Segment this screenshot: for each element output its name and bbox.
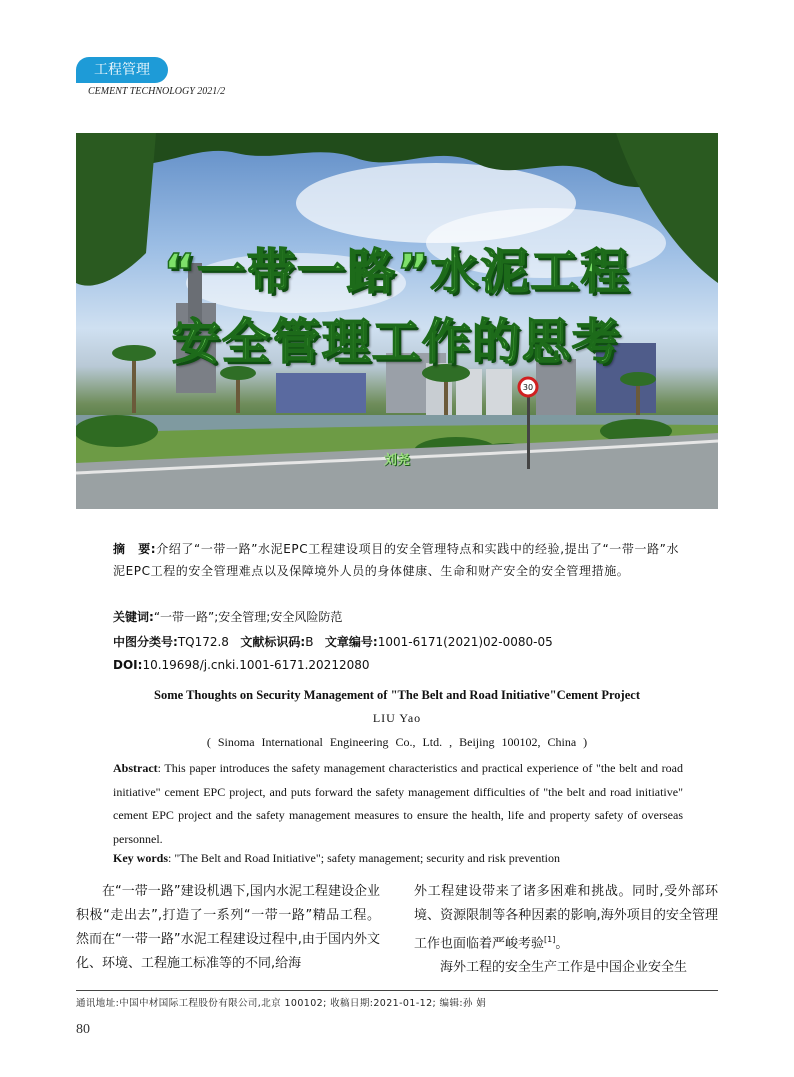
chinese-abstract — [113, 538, 685, 582]
english-abstract — [113, 757, 683, 851]
clc-label: 中图分类号: — [113, 635, 178, 649]
english-abstract-label: Abstract — [113, 761, 158, 775]
doi-label: DOI: — [113, 658, 143, 672]
english-abstract-text: : This paper introduces the safety management characteristics and practical experience of "the belt and road initiative" cement EPC project, and puts forward the safety management difficulties of "the belt and road initiative" cement EPC project and the safety management measures to ensure the health, life and property safety of overseas personnel. — [113, 761, 683, 846]
english-affiliation: ( Sinoma International Engineering Co., Ltd. , Beijing 100102, China ) — [206, 735, 588, 749]
footnote: 通讯地址:中国中材国际工程股份有限公司,北京 100102; 收稿日期:2021-01-12; 编辑:孙 娟 — [76, 998, 487, 1009]
doi-line — [113, 655, 370, 675]
footnote-divider — [76, 990, 718, 991]
english-title: Some Thoughts on Security Management of "The Belt and Road Initiative"Cement Project — [154, 688, 640, 702]
clc-value: TQ172.8 — [177, 635, 229, 649]
article-title-line-1: “一带一路”水泥工程 — [163, 244, 631, 300]
body-paragraph: 海外工程的安全生产工作是中国企业安全生 — [440, 960, 688, 976]
english-keywords-text: : "The Belt and Road Initiative"; safety management; security and risk prevention — [168, 851, 561, 865]
body-paragraph: 在“一带一路”建设机遇下,国内水泥工程建设企业积极“走出去”,打造了一系列“一带一路”精品工程。然而在“一带一路”水泥工程建设过程中,由于国内外文化、环境、工程施工标准等的不同,给海 — [76, 884, 380, 971]
hero-photo — [76, 133, 718, 509]
article-no-value: 1001-6171(2021)02-0080-05 — [377, 635, 553, 649]
keywords-cn — [113, 607, 342, 627]
body-column-left — [76, 880, 380, 976]
doc-code-label: 文献标识码: — [240, 635, 306, 649]
keywords-label: 关键词: — [113, 610, 154, 624]
section-badge: 工程管理 — [76, 57, 168, 83]
page-number: 80 — [76, 1022, 90, 1037]
keywords-text: “一带一路”;安全管理;安全风险防范 — [153, 610, 343, 624]
english-keywords — [113, 851, 560, 866]
doc-code-value: B — [305, 635, 314, 649]
speed-sign-text: 30 — [522, 383, 534, 392]
abstract-label: 摘 要: — [113, 542, 157, 556]
english-author: LIU Yao — [372, 711, 422, 725]
doi-link[interactable]: 10.19698/j.cnki.1001-6171.20212080 — [142, 658, 370, 672]
classification-line — [113, 632, 553, 652]
reference-marker[interactable]: [1] — [544, 935, 556, 944]
article-no-label: 文章编号: — [324, 635, 378, 649]
article-title-line-2: 安全管理工作的思考 — [171, 314, 622, 370]
abstract-text: 介绍了“一带一路”水泥EPC工程建设项目的安全管理特点和实践中的经验,提出了“一带一路”水泥EPC工程的安全管理难点以及保障境外人员的身体健康、生命和财产安全的安全管理措施。 — [113, 542, 680, 578]
body-column-right — [414, 880, 718, 980]
english-keywords-label: Key words — [113, 851, 168, 865]
hero-author: 刘尧 — [383, 453, 410, 468]
journal-running-head: CEMENT TECHNOLOGY 2021/2 — [88, 86, 226, 97]
body-paragraph-continued: 外工程建设带来了诸多困难和挑战。同时,受外部环境、资源限制等各种因素的影响,海外项目的安全管理工作也面临着严峻考验[1]。 — [414, 884, 718, 952]
